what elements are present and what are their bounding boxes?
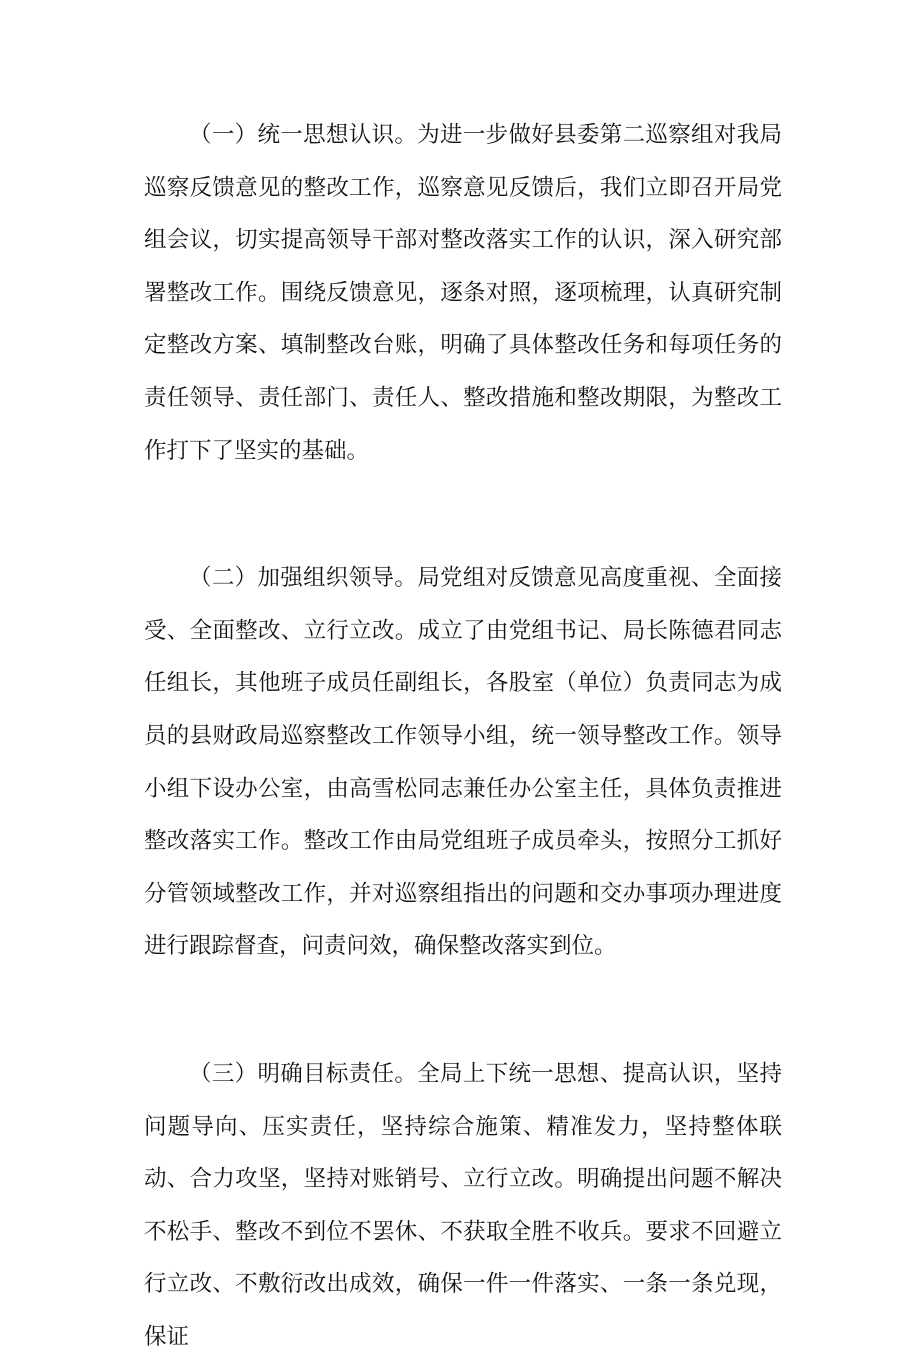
paragraph-1: （一）统一思想认识。为进一步做好县委第二巡察组对我局巡察反馈意见的整改工作，巡察意见反馈后，我们立即召开局党组会议，切实提高领导干部对整改落实工作的认识，深入研究部署整改工作。围绕反馈意见，逐条对照，逐项梳理，认真研究制定整改方案、填制整改台账，明确了具体整改任务和每项任务的责任领导、责任部门、责任人、整改措施和整改期限，为整改工作打下了坚实的基础。 xyxy=(144,122,782,464)
paragraph-gap xyxy=(144,973,782,1048)
paragraph-3: （三）明确目标责任。全局上下统一思想、提高认识，坚持问题导向、压实责任，坚持综合施策、精准发力，坚持整体联动、合力攻坚，坚持对账销号、立行立改。明确提出问题不解决不松手、整改不到位不罢休、不获取全胜不收兵。要求不回避立行立改、不敷衍改出成效，确保一件一件落实、一条一条兑现，保证 xyxy=(144,1060,782,1350)
paragraph-2: （二）加强组织领导。局党组对反馈意见高度重视、全面接受、全面整改、立行立改。成立了由党组书记、局长陈德君同志任组长，其他班子成员任副组长，各股室（单位）负责同志为成员的县财政局巡察整改工作领导小组，统一领导整改工作。领导小组下设办公室，由高雪松同志兼任办公室主任，具体负责推进整改落实工作。整改工作由局党组班子成员牵头，按照分工抓好分管领域整改工作，并对巡察组指出的问题和交办事项办理进度进行跟踪督查，问责问效，确保整改落实到位。 xyxy=(144,565,782,960)
paragraph-gap xyxy=(144,477,782,552)
